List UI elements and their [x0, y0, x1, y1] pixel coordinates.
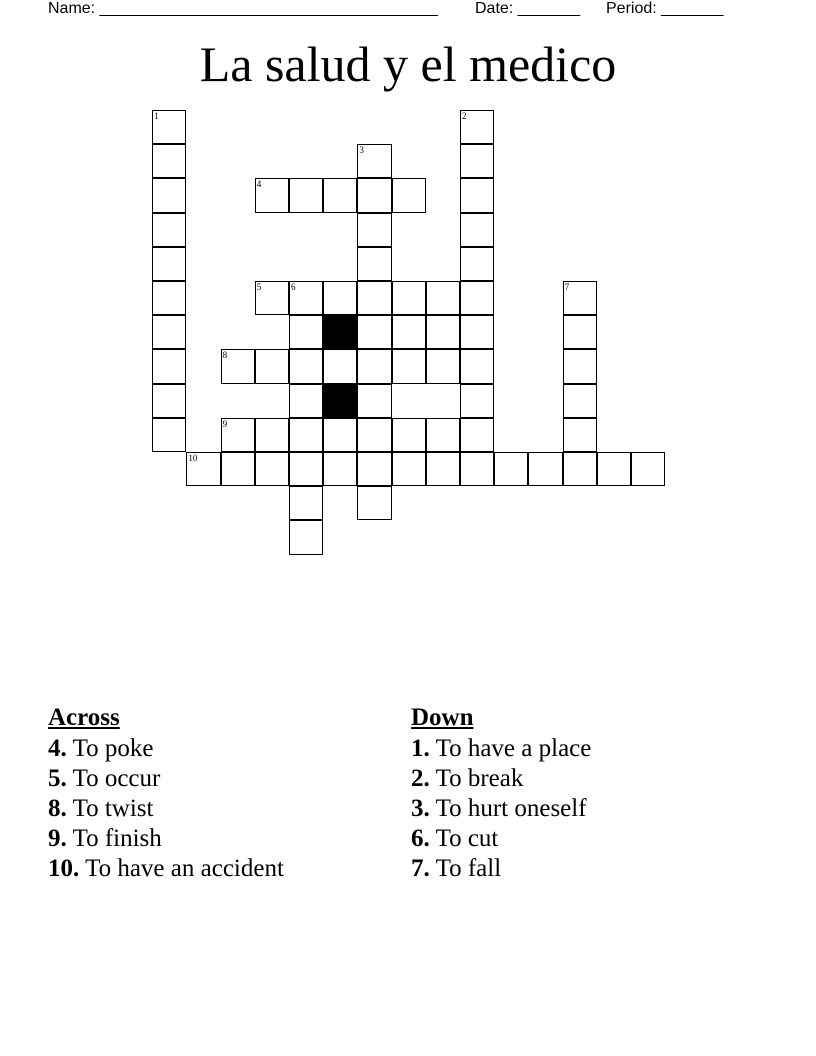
- grid-cell[interactable]: [563, 384, 597, 418]
- clue-across-10: 10. To have an accident: [48, 855, 284, 882]
- grid-cell[interactable]: [528, 452, 562, 486]
- grid-cell[interactable]: [289, 452, 323, 486]
- grid-cell[interactable]: [152, 281, 186, 315]
- period-field: Period: _______: [606, 0, 724, 17]
- clue-number: 3: [359, 145, 364, 156]
- grid-cell[interactable]: [426, 281, 460, 315]
- clue-across-4: 4. To poke: [48, 735, 154, 762]
- name-field: Name: ______________________________________: [48, 0, 438, 17]
- grid-cell[interactable]: [289, 418, 323, 452]
- clue-number: 2: [462, 111, 467, 121]
- across-heading: Across: [48, 704, 120, 731]
- grid-cell[interactable]: [426, 349, 460, 383]
- grid-cell[interactable]: [460, 452, 494, 486]
- grid-cell[interactable]: [426, 418, 460, 452]
- grid-cell[interactable]: [357, 349, 391, 383]
- grid-cell[interactable]: [563, 349, 597, 383]
- grid-cell[interactable]: [460, 110, 494, 144]
- grid-cell[interactable]: [357, 452, 391, 486]
- clue-number: 10: [188, 453, 198, 463]
- grid-cell[interactable]: [357, 213, 391, 247]
- grid-cell[interactable]: [460, 178, 494, 212]
- grid-cell[interactable]: [357, 178, 391, 212]
- grid-cell[interactable]: [255, 281, 289, 315]
- clue-number: 1: [154, 111, 159, 121]
- grid-cell[interactable]: [357, 384, 391, 418]
- grid-cell[interactable]: [392, 418, 426, 452]
- grid-cell[interactable]: [152, 110, 186, 144]
- grid-cell[interactable]: [152, 247, 186, 281]
- grid-cell[interactable]: [221, 418, 255, 452]
- grid-cell[interactable]: [152, 418, 186, 452]
- down-clues: [411, 702, 591, 884]
- grid-cell[interactable]: [289, 178, 323, 212]
- clue-number: 9: [222, 418, 228, 429]
- grid-cell[interactable]: [357, 486, 391, 520]
- grid-cell[interactable]: [152, 213, 186, 247]
- grid-cell[interactable]: [255, 349, 289, 383]
- grid-cell[interactable]: [323, 349, 357, 383]
- grid-cell[interactable]: [357, 315, 391, 349]
- grid-cell[interactable]: [563, 452, 597, 486]
- grid-cell[interactable]: [392, 178, 426, 212]
- grid-cell[interactable]: [289, 486, 323, 520]
- clue-down-6: 6. To cut: [411, 825, 499, 852]
- grid-cell[interactable]: [357, 281, 391, 315]
- grid-cell[interactable]: [563, 315, 597, 349]
- grid-cell[interactable]: [289, 315, 323, 349]
- grid-cell[interactable]: [392, 349, 426, 383]
- grid-cell[interactable]: [289, 520, 323, 554]
- clue-number: 8: [222, 350, 228, 361]
- grid-cell[interactable]: [152, 144, 186, 178]
- grid-cell[interactable]: [392, 452, 426, 486]
- grid-cell[interactable]: [152, 349, 186, 383]
- page-title: La salud y el medico: [199, 36, 617, 92]
- clue-number: 7: [564, 282, 570, 292]
- grid-cell[interactable]: [460, 384, 494, 418]
- grid-cell[interactable]: [494, 452, 528, 486]
- clue-down-3: 3. To hurt oneself: [411, 795, 587, 822]
- clue-across-8: 8. To twist: [48, 795, 154, 822]
- grid-cell[interactable]: [323, 281, 357, 315]
- grid-cell[interactable]: [255, 178, 289, 212]
- grid-cell[interactable]: [323, 452, 357, 486]
- grid-cell[interactable]: [289, 384, 323, 418]
- grid-cell[interactable]: [460, 349, 494, 383]
- grid-cell[interactable]: [460, 247, 494, 281]
- grid-cell[interactable]: [357, 247, 391, 281]
- grid-cell[interactable]: [426, 315, 460, 349]
- grid-cell[interactable]: [221, 452, 255, 486]
- down-heading: Down: [411, 704, 474, 731]
- grid-cell[interactable]: [460, 144, 494, 178]
- clue-across-9: 9. To finish: [48, 825, 162, 852]
- grid-cell[interactable]: [289, 281, 323, 315]
- clue-down-7: 7. To fall: [411, 855, 502, 882]
- grid-cell[interactable]: [460, 418, 494, 452]
- grid-cell[interactable]: [357, 144, 391, 178]
- black-cell: [323, 384, 357, 418]
- clue-number: 6: [291, 282, 296, 292]
- black-cell: [323, 315, 357, 349]
- grid-cell[interactable]: [392, 315, 426, 349]
- grid-cell[interactable]: [152, 384, 186, 418]
- grid-cell[interactable]: [323, 178, 357, 212]
- grid-cell[interactable]: [152, 315, 186, 349]
- grid-cell[interactable]: [186, 452, 220, 486]
- grid-cell[interactable]: [426, 452, 460, 486]
- grid-cell[interactable]: [631, 452, 665, 486]
- grid-cell[interactable]: [323, 418, 357, 452]
- across-clues: [48, 702, 284, 884]
- clue-down-2: 2. To break: [411, 765, 524, 792]
- clue-number: 4: [256, 179, 262, 190]
- grid-cell[interactable]: [597, 452, 631, 486]
- grid-cell[interactable]: [255, 452, 289, 486]
- grid-cell[interactable]: [460, 281, 494, 315]
- clue-across-5: 5. To occur: [48, 765, 161, 792]
- grid-cell[interactable]: [221, 349, 255, 383]
- date-field: Date: _______: [475, 0, 580, 17]
- grid-cell[interactable]: [563, 281, 597, 315]
- grid-cell[interactable]: [289, 349, 323, 383]
- grid-cell[interactable]: [563, 418, 597, 452]
- clue-number: 5: [256, 282, 262, 292]
- grid-cell[interactable]: [152, 178, 186, 212]
- grid-cell[interactable]: [255, 418, 289, 452]
- grid-cell[interactable]: [357, 418, 391, 452]
- grid-cell[interactable]: [392, 281, 426, 315]
- clue-down-1: 1. To have a place: [411, 735, 592, 762]
- grid-cell[interactable]: [460, 213, 494, 247]
- grid-cell[interactable]: [460, 315, 494, 349]
